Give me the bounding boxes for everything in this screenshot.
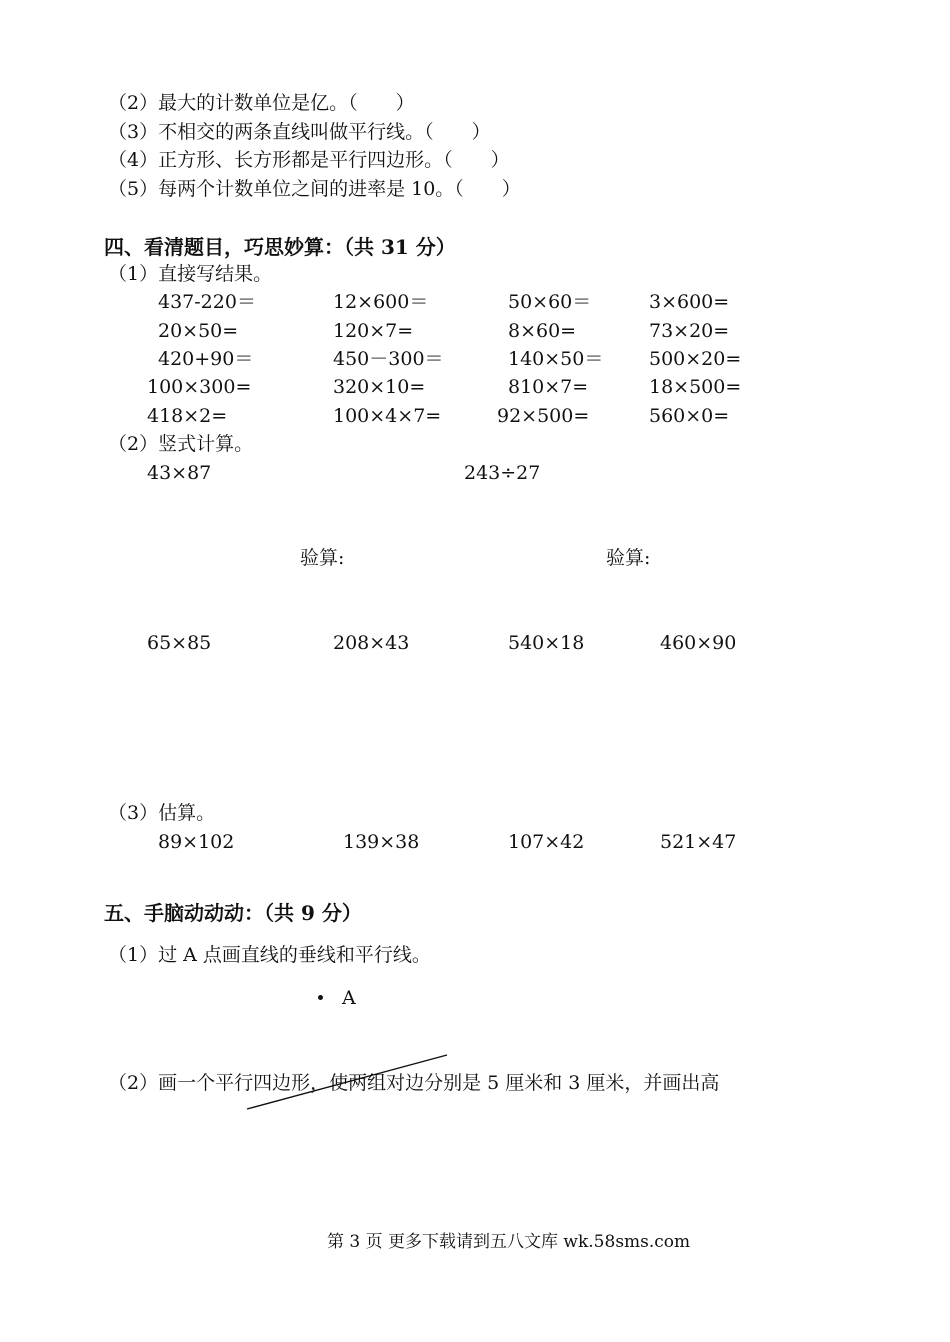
vertical-calc-problem: 208×43 bbox=[333, 632, 410, 654]
direct-calc-item: 500×20= bbox=[649, 348, 742, 370]
direct-calc-item: 8×60= bbox=[508, 320, 577, 342]
direct-calc-item: 140×50＝ bbox=[508, 348, 604, 370]
section-4-title: 四、看清题目，巧思妙算：（共 31 分） bbox=[104, 235, 456, 259]
part-1-label: （1）直接写结果。 bbox=[108, 263, 273, 285]
direct-calc-item: 450－300＝ bbox=[333, 348, 444, 370]
judgement-item-4: （4）正方形、长方形都是平行四边形。（ ） bbox=[108, 149, 510, 171]
direct-calc-item: 18×500= bbox=[649, 376, 742, 398]
estimate-problem: 139×38 bbox=[343, 831, 420, 853]
judgement-item-2: （2）最大的计数单位是亿。（ ） bbox=[108, 92, 415, 114]
direct-calc-item: 320×10= bbox=[333, 376, 426, 398]
estimate-problem: 107×42 bbox=[508, 831, 585, 853]
vertical-calc-problem: 540×18 bbox=[508, 632, 585, 654]
page-footer: 第 3 页 更多下载请到五八文库 wk.58sms.com bbox=[327, 1232, 691, 1252]
vertical-calc-problem: 65×85 bbox=[147, 632, 212, 654]
part-2-label: （2）竖式计算。 bbox=[108, 433, 254, 455]
direct-calc-item: 92×500= bbox=[497, 405, 590, 427]
direct-calc-item: 560×0= bbox=[649, 405, 730, 427]
vertical-calc-problem: 43×87 bbox=[147, 462, 212, 484]
direct-calc-item: 12×600＝ bbox=[333, 291, 429, 313]
question-2: （2）画一个平行四边形，使两组对边分别是 5 厘米和 3 厘米，并画出高 bbox=[108, 1072, 720, 1094]
estimate-problem: 89×102 bbox=[158, 831, 235, 853]
section-5-title: 五、手脑动动动：（共 9 分） bbox=[104, 901, 362, 925]
direct-calc-item: 810×7= bbox=[508, 376, 589, 398]
vertical-calc-problem: 460×90 bbox=[660, 632, 737, 654]
direct-calc-item: 418×2= bbox=[147, 405, 228, 427]
judgement-item-5: （5）每两个计数单位之间的进率是 10。（ ） bbox=[108, 178, 521, 200]
check-label: 验算: bbox=[300, 547, 345, 569]
part-3-label: （3）估算。 bbox=[108, 802, 216, 824]
question-1: （1）过 A 点画直线的垂线和平行线。 bbox=[108, 944, 431, 966]
direct-calc-item: 120×7= bbox=[333, 320, 414, 342]
check-label: 验算: bbox=[606, 547, 651, 569]
direct-calc-item: 73×20= bbox=[649, 320, 730, 342]
direct-calc-item: 420+90＝ bbox=[158, 348, 254, 370]
direct-calc-item: 437-220＝ bbox=[158, 291, 256, 313]
vertical-calc-problem: 243÷27 bbox=[464, 462, 541, 484]
judgement-item-3: （3）不相交的两条直线叫做平行线。（ ） bbox=[108, 121, 491, 143]
direct-calc-item: 100×300= bbox=[147, 376, 252, 398]
direct-calc-item: 50×60＝ bbox=[508, 291, 592, 313]
direct-calc-item: 100×4×7= bbox=[333, 405, 442, 427]
direct-calc-item: 20×50= bbox=[158, 320, 239, 342]
estimate-problem: 521×47 bbox=[660, 831, 737, 853]
point-a-label: A bbox=[342, 987, 356, 1009]
direct-calc-item: 3×600= bbox=[649, 291, 730, 313]
